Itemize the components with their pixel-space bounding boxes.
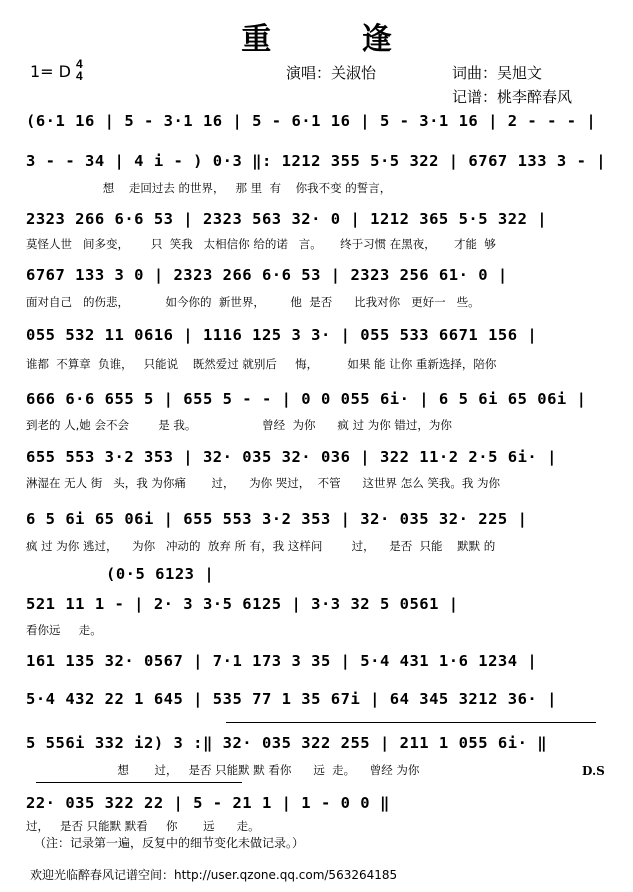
score-row: 655 553 3·2 353 | 32· 035 32· 036 | 322 11·2 2·5 6i· | bbox=[26, 448, 557, 466]
score-row: 666 6·6 655 5 | 655 5 - - | 0 0 055 6i· | 6 5 6i 65 06i | bbox=[26, 390, 587, 408]
lyric-line: 谁都 不算章 负谁， 只能说 既然爱过 就别后 悔， 如果 能 让你 重新选择，陪你 bbox=[26, 357, 497, 371]
lyric-line: 疯 过 为你 逃过， 为你 冲动的 放弃 所 有，我 这样问 过， 是否 只能 默默 的 bbox=[26, 539, 496, 553]
volta-bracket bbox=[226, 722, 596, 723]
score-row: 6767 133 3 0 | 2323 266 6·6 53 | 2323 256 61· 0 | bbox=[26, 266, 508, 284]
song-title: 重 逢 bbox=[241, 22, 432, 57]
lyric-line: 面对自己 的伤悲， 如今你的 新世界， 他 是否 比我对你 更好一 些。 bbox=[26, 295, 480, 309]
score-row: 3 - - 34 | 4 i - ) 0·3 ‖: 1212 355 5·5 322 | 6767 133 3 - | bbox=[26, 152, 607, 170]
lyric-line: 想 走回过去 的世界， 那 里 有 你我不变 的誓言， bbox=[26, 181, 392, 195]
composer-credit: 词曲：吴旭文 bbox=[452, 64, 543, 82]
footer-credit: 欢迎光临醉春风记谱空间：http://user.qzone.qq.com/563264185 bbox=[30, 868, 398, 882]
time-signature-bottom: 4 bbox=[76, 69, 83, 83]
score-row: 6 5 6i 65 06i | 655 553 3·2 353 | 32· 035 32· 225 | bbox=[26, 510, 528, 528]
time-signature-top: 4 bbox=[76, 57, 83, 71]
lyric-line: 到老的 人,她 会不会 是 我。 曾经 为你 疯 过 为你 错过，为你 bbox=[26, 418, 452, 432]
score-row: 161 135 32· 0567 | 7·1 173 3 35 | 5·4 431 1·6 1234 | bbox=[26, 652, 538, 670]
score-row: 2323 266 6·6 53 | 2323 563 32· 0 | 1212 365 5·5 322 | bbox=[26, 210, 548, 228]
time-signature bbox=[76, 58, 83, 82]
volta-bracket bbox=[36, 782, 242, 783]
lyric-line: 淋湿在 无人 街 头，我 为你痛 过， 为你 哭过， 不管 这世界 怎么 笑我。我 为你 bbox=[26, 476, 501, 490]
lyric-line: 看你远 走。 bbox=[26, 623, 102, 637]
transcriber-credit: 记谱：桃李醉春风 bbox=[452, 88, 573, 106]
score-row: (0·5 6123 | bbox=[106, 565, 215, 583]
score-row: 5·4 432 22 1 645 | 535 77 1 35 67i | 64 345 3212 36· | bbox=[26, 690, 557, 708]
key-signature: 1= D bbox=[30, 62, 71, 81]
transcription-note: （注：记录第一遍，反复中的细节变化未做记录。） bbox=[34, 836, 305, 850]
score-row: 5 556i 332 i2) 3 :‖ 32· 035 322 255 | 211 1 055 6i· ‖ bbox=[26, 734, 548, 752]
lyric-line: 想 过， 是否 只能默 默 看你 远 走。 曾经 为你 bbox=[26, 763, 420, 777]
score-row: 22· 035 322 22 | 5 - 21 1 | 1 - 0 0 ‖ bbox=[26, 794, 390, 812]
lyric-line: 莫怪人世 间多变， 只 笑我 太相信你 给的诺 言。 终于习惯 在黑夜， 才能 够 bbox=[26, 237, 496, 251]
score-row: 055 532 11 0616 | 1116 125 3 3· | 055 533 6671 156 | bbox=[26, 326, 538, 344]
singer-credit: 演唱：关淑怡 bbox=[286, 64, 377, 82]
lyric-line: 过， 是否 只能默 默看 你 远 走。 bbox=[26, 819, 260, 833]
score-row: (6·1 16 | 5 - 3·1 16 | 5 - 6·1 16 | 5 - 3·1 16 | 2 - - - | bbox=[26, 112, 597, 130]
dal-segno-mark: D.S bbox=[582, 764, 605, 778]
score-row: 521 11 1 - | 2· 3 3·5 6125 | 3·3 32 5 0561 | bbox=[26, 595, 459, 613]
